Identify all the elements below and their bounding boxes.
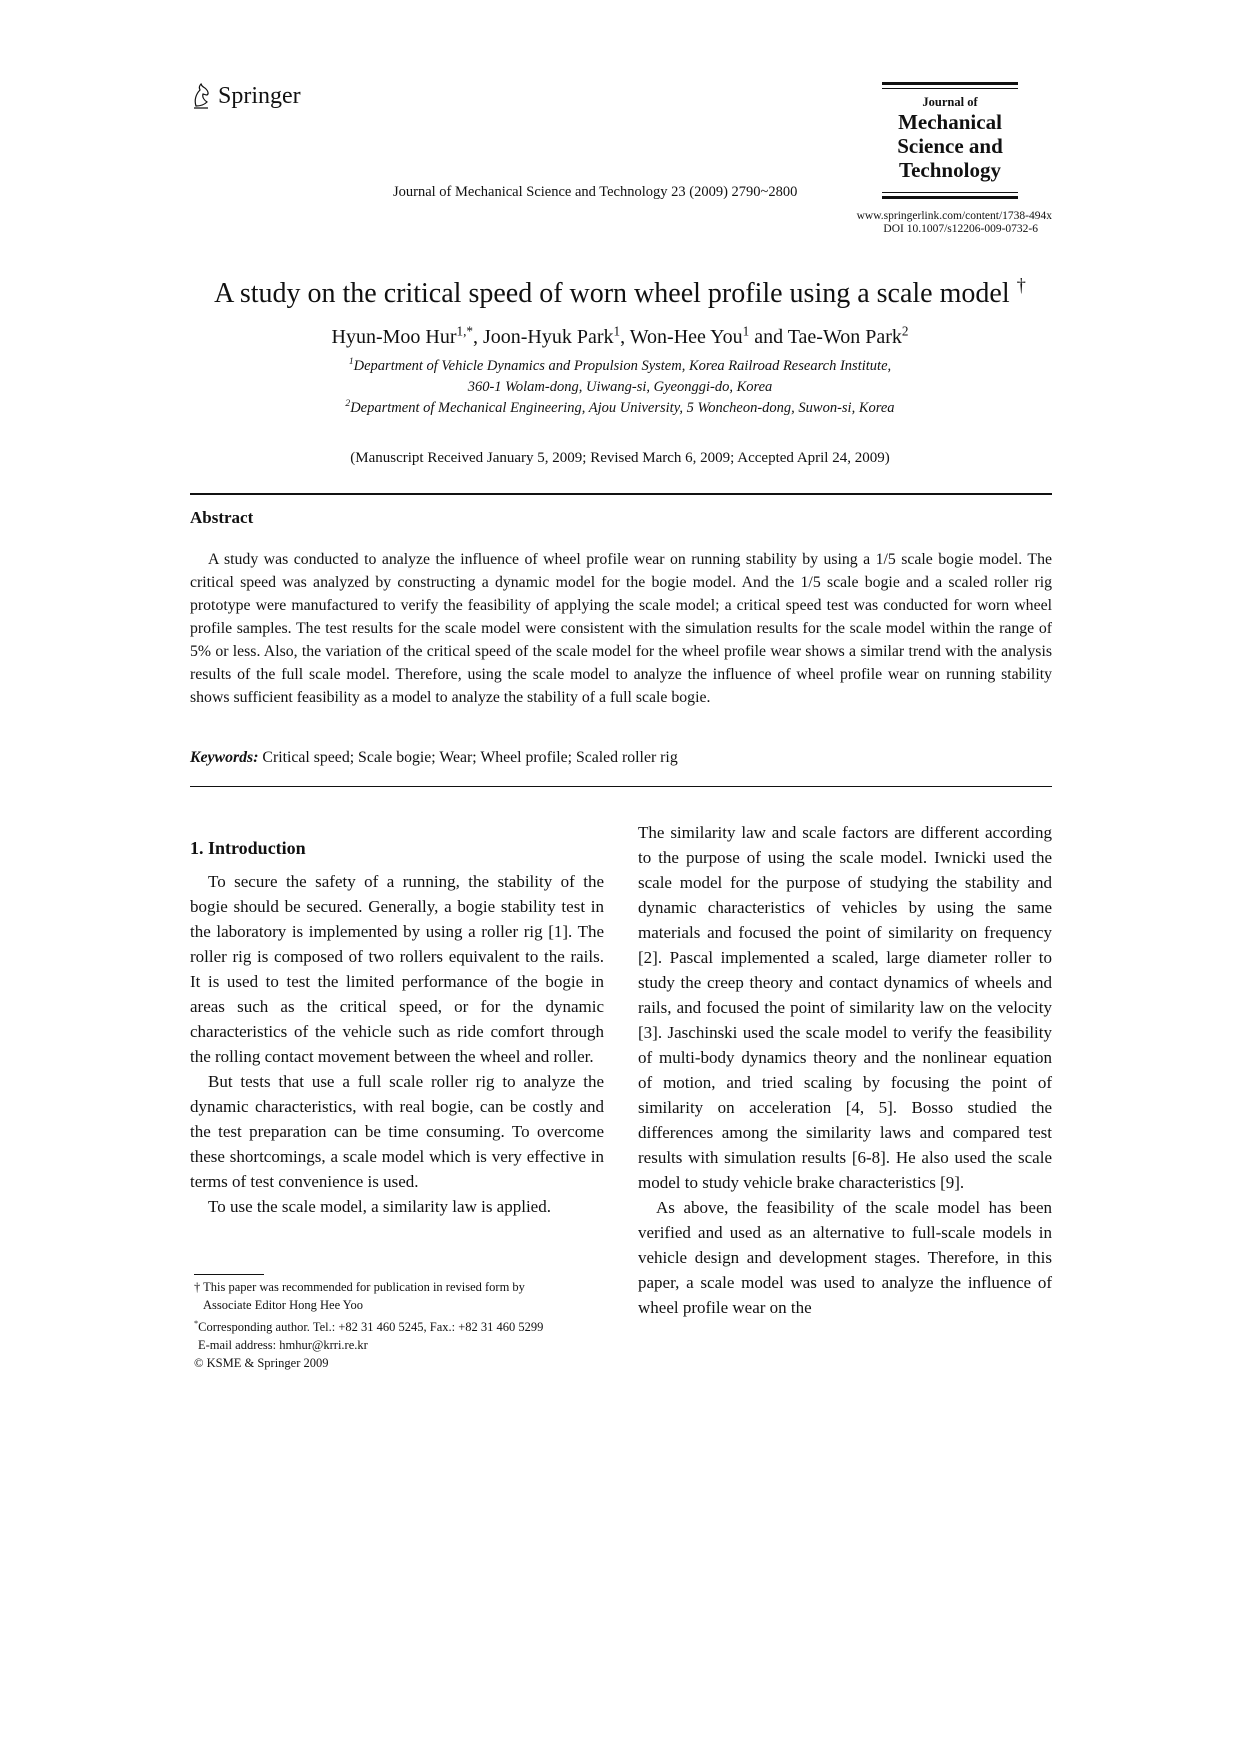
keywords-label: Keywords [190, 749, 254, 766]
divider [190, 786, 1052, 787]
paragraph: As above, the feasibility of the scale model has been verified and used as an alternative to full-scale models in vehicle design and development stages. Therefore, in this paper, a scale model was used to analyze the influence of wheel profile wear on the [638, 1198, 1052, 1317]
footnote-editor: Associate Editor Hong Hee Yoo [203, 1298, 364, 1312]
publisher-name: Springer [218, 82, 301, 109]
author: Hyun-Moo Hur [331, 326, 457, 348]
footnote-email: E-mail address: hmhur@krri.re.kr [198, 1338, 368, 1352]
footnote-recommended [194, 1278, 604, 1296]
journal-box-bottom-rule-thin [882, 192, 1018, 193]
affiliation-mark: 2 [345, 398, 351, 410]
author-affiliation-mark: 1 [742, 323, 750, 339]
affiliation-text: Department of Vehicle Dynamics and Propulsion System, Korea Railroad Research Institute, [353, 358, 892, 374]
affiliation-2 [0, 400, 1240, 417]
affiliation-1-line2: 360-1 Wolam-dong, Uiwang-si, Gyeonggi-do, Korea [467, 379, 773, 395]
journal-box [882, 82, 1018, 199]
author-affiliation-mark: 1,* [456, 323, 473, 339]
footnote-corresponding [194, 1318, 604, 1336]
body-column-right [638, 820, 1052, 1320]
author-separator: , [620, 326, 630, 348]
journal-box-line4: Technology [899, 158, 1001, 182]
springer-horse-icon [190, 82, 212, 110]
manuscript-dates: (Manuscript Received January 5, 2009; Revised March 6, 2009; Accepted April 24, 2009) [350, 450, 890, 466]
section-heading: 1. Introduction [190, 838, 306, 858]
author: Won-Hee You [629, 326, 743, 348]
abstract-text: A study was conducted to analyze the influence of wheel profile wear on running stability by using a 1/5 scale bogie model. The critical speed was analyzed by constructing a dynamic model for the bogie model. And the 1/5 scale bogie and a scaled roller rig prototype were manufactured to verify the feasibility of applying the scale model; a critical speed test was conducted for worn wheel profile samples. The test results for the scale model were consistent with the simulation results for the scale model within the range of 5% or less. Also, the variation of the critical speed of the scale model for the wheel profile wear shows a similar trend with the analysis results of the full scale model. Therefore, using the scale model to analyze the influence of wheel profile wear on running stability shows sufficient feasibility as a model to analyze the stability of a full scale bogie. [190, 551, 1052, 706]
footnote-text: This paper was recommended for publication in revised form by [203, 1280, 525, 1294]
paragraph: To use the scale model, a similarity law is applied. [208, 1197, 551, 1216]
footnote-copyright: © KSME & Springer 2009 [194, 1356, 329, 1370]
title-dagger: † [1016, 275, 1026, 296]
affiliation-text: Department of Mechanical Engineering, Ajou University, 5 Woncheon-dong, Suwon-si, Korea [350, 400, 895, 416]
footnote-text: Corresponding author. Tel.: +82 31 460 5245, Fax.: +82 31 460 5299 [198, 1320, 544, 1334]
divider [190, 493, 1052, 495]
author-separator: and [749, 326, 788, 348]
author: Joon-Hyuk Park [482, 326, 614, 348]
author-affiliation-mark: 2 [901, 323, 909, 339]
journal-box-top-rule-thin [882, 88, 1018, 89]
paragraph: The similarity law and scale factors are different according to the purpose of using the scale model. Iwnicki used the scale model for the purpose of studying the stability and dynamic characteristics of vehicles by using the same materials and focused the point of similarity on frequency [2]. Pascal implemented a scaled, large diameter roller to study the creep theory and contact dynamics of wheels and rails, and focused the point of similarity law on the velocity [3]. Jaschinski used the scale model to verify the feasibility of multi-body dynamics theory and the nonlinear equation of motion, and tried scaling by focusing the point of similarity on acceleration [4, 5]. Bosso studied the differences among the similarity laws and compared test results with simulation results [6-8]. He also used the scale model to study vehicle brake characteristics [9]. [638, 823, 1052, 1192]
footnote-dagger: † [194, 1280, 201, 1294]
keywords: Keywords: Critical speed; Scale bogie; Wear; Wheel profile; Scaled roller rig [190, 749, 678, 766]
author-list [0, 323, 1240, 349]
keywords-text: Critical speed; Scale bogie; Wear; Wheel profile; Scaled roller rig [262, 749, 678, 766]
abstract-heading: Abstract [190, 508, 254, 527]
doi: DOI 10.1007/s12206-009-0732-6 [883, 223, 1038, 235]
body-column-left [190, 836, 604, 1219]
paper-title-text: A study on the critical speed of worn wheel profile using a scale model [214, 278, 1010, 309]
journal-citation: Journal of Mechanical Science and Technology 23 (2009) 2790~2800 [393, 184, 798, 200]
journal-box-line3: Science and [897, 134, 1003, 158]
journal-box-top-rule [882, 82, 1018, 85]
publisher-logo [190, 82, 301, 110]
journal-box-bottom-rule [882, 196, 1018, 199]
author-separator: , [472, 326, 483, 348]
affiliation-mark: 1 [348, 356, 354, 368]
paper-title [0, 275, 1240, 310]
affiliation-1 [0, 358, 1240, 375]
author: Tae-Won Park [787, 326, 902, 348]
footnote-rule [194, 1274, 264, 1275]
journal-box-line2: Mechanical [898, 110, 1002, 134]
author-affiliation-mark: 1 [613, 323, 621, 339]
footnotes [194, 1278, 604, 1372]
paragraph: But tests that use a full scale roller rig to analyze the dynamic characteristics, with real bogie, can be costly and the test preparation can be time consuming. To overcome these shortcomings, a scale model which is very effective in terms of test convenience is used. [190, 1072, 604, 1191]
journal-box-line1: Journal of [922, 95, 978, 109]
footnote-asterisk: * [194, 1318, 199, 1328]
journal-url[interactable]: www.springerlink.com/content/1738-494x [856, 210, 1052, 222]
paragraph: To secure the safety of a running, the stability of the bogie should be secured. Generally, a bogie stability test in the laboratory is implemented by using a roller rig [1]. The roller rig is composed of two rollers equivalent to the rails. It is used to test the limited performance of the bogie in areas such as the critical speed, or for the dynamic characteristics of the vehicle such as ride comfort through the rolling contact movement between the wheel and roller. [190, 872, 604, 1066]
